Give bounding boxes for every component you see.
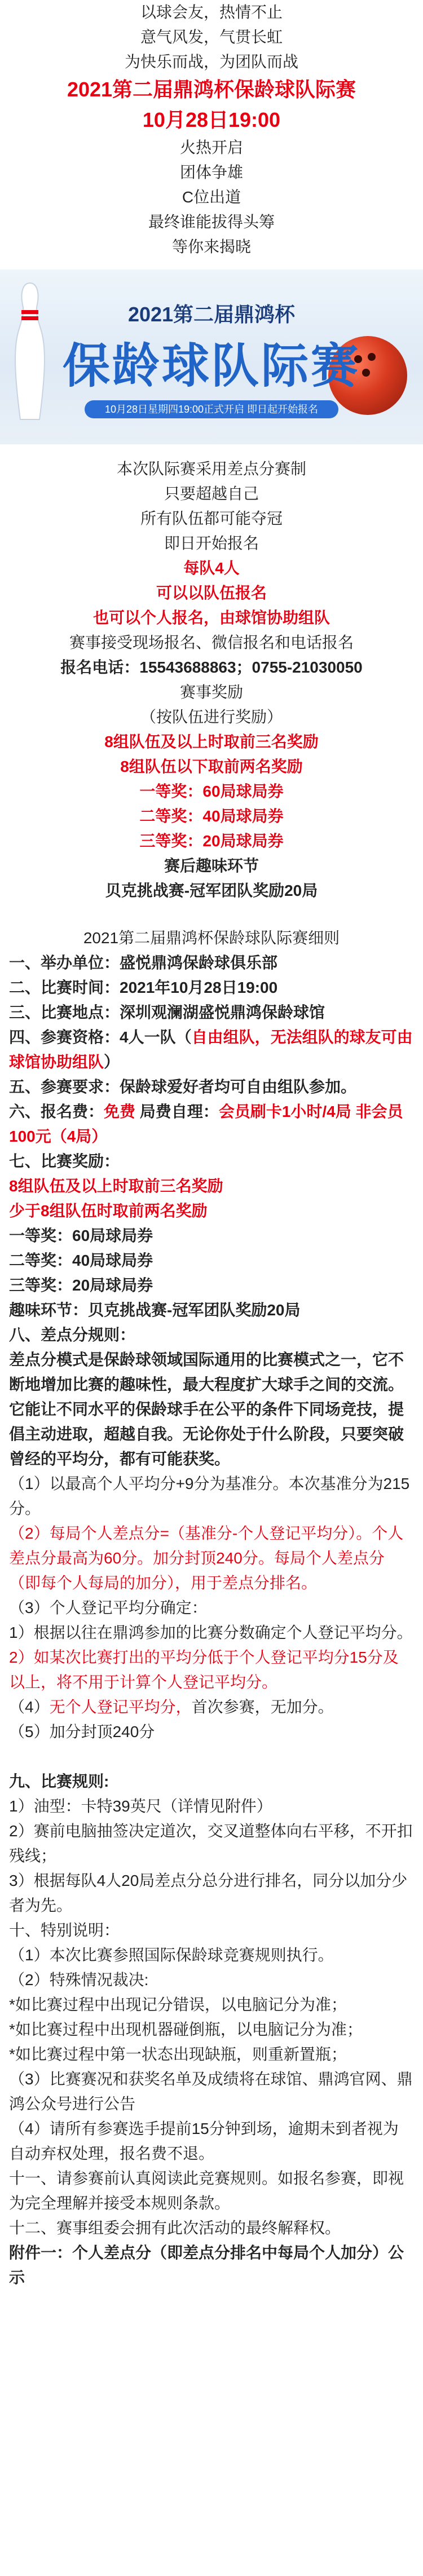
signup-line: 本次队际赛采用差点分赛制 [116,460,306,478]
intro-section [0,0,423,259]
signup-line: 即日开始报名 [164,534,259,552]
rule-special-item: （4）请所有参赛选手提前15分钟到场，逾期未到者视为自动弃权处理，报名费不退。 [9,2120,399,2162]
signup-red-line: 也可以个人报名，由球馆协助组队 [92,609,330,626]
rule-handicap-subitem: 2）如某次比赛打出的平均分低于个人登记平均分15分及以上，将不用于计算个人登记平均分。 [9,1649,399,1691]
signup-line: 赛事接受现场报名、微信报名和电话报名 [69,634,354,651]
intro-line: 以球会友，热情不止 [140,3,283,21]
fun-session-title: 赛后趣味环节 [164,857,259,874]
banner-main-title: 保龄球队际赛 [62,339,360,392]
intro-line: 团体争雄 [179,164,243,181]
event-title: 2021第二届鼎鸿杯保龄球队际赛 [67,78,356,101]
event-time: 10月28日19:00 [142,108,281,131]
signup-red-line: 可以以队伍报名 [156,584,267,602]
rule-prize: 二等奖：40局球局券 [9,1252,153,1269]
rule-reward-red: 8组队伍及以上时取前三名奖励 [9,1177,223,1195]
rule-special-subitem: *如比赛过程中出现机器碰倒瓶，以电脑记分为准； [9,2021,363,2038]
rule-requirement: 五、参赛要求：保龄球爱好者均可自由组队参加。 [9,1078,357,1095]
intro-line: 火热开启 [179,139,243,156]
reward-line: 8组队伍以下取前两名奖励 [120,758,303,775]
reward-note: （按队伍进行奖励） [140,708,283,726]
reward-line: 三等奖：20局球局券 [139,832,284,850]
event-banner [0,269,423,444]
rule-handicap-item: （1）以最高个人平均分+9分为基准分。本次基准分为215分。 [9,1475,410,1517]
banner-top: 2021第二届鼎鸿杯 [127,303,296,326]
phone-label: 报名电话： [60,659,140,676]
signup-section [0,457,423,903]
reward-line: 二等奖：40局球局券 [139,807,284,825]
rule-handicap-item: （3）个人登记平均分确定： [9,1599,208,1616]
rule-handicap-body: 差点分模式是保龄球领域国际通用的比赛模式之一，它不断地增加比赛的趣味性，最大程度扩大球手之间的交流。它能让不同水平的保龄球手在公平的条件下同场竞技，提倡主动进取，超越自我。无论你处于什么阶段，只要突破曾经的平均分，都有可能获奖。 [9,1351,404,1468]
intro-line: 等你来揭晓 [171,238,251,255]
banner-subtitle: 10月28日星期四19:00正式开启 即日起开始报名 [85,400,338,418]
rule-prize: 三等奖：20局球局券 [9,1276,153,1294]
fun-session-detail: 贝克挑战赛-冠军团队奖励20局 [105,882,318,899]
reward-line: 一等奖：60局球局券 [139,783,284,800]
rule-organizer: 一、举办单位：盛悦鼎鸿保龄球俱乐部 [9,954,278,971]
rule-handicap-item: （5）加分封顶240分 [9,1723,155,1740]
rule-eligibility: 四、参赛资格：4人一队（自由组队，无法组队的球友可由球馆协助组队） [9,1028,413,1071]
rule-fee: 六、报名费：免费 局费自理：会员刷卡1小时/4局 非会员100元（4局） [9,1103,403,1145]
rule-location: 三、比赛地点：深圳观澜湖盛悦鼎鸿保龄球馆 [9,1004,325,1021]
reward-title: 赛事奖励 [179,683,243,701]
rule-handicap-item: （2）每局个人差点分=（基准分-个人登记平均分）。个人差点分最高为60分。加分封顶240分。每局个人差点分（即每个人每局的加分），用于差点分排名。 [9,1525,404,1592]
rule-prize: 一等奖：60局球局券 [9,1227,153,1244]
intro-line: C位出道 [182,188,241,206]
intro-line: 意气风发，气贯长虹 [140,28,283,46]
attachment-title: 附件一：个人差点分（即差点分排名中每局个人加分）公示 [9,2244,404,2286]
rule-special-item: （2）特殊情况裁决: [9,1971,149,1989]
rule-special-subitem: *如比赛过程中出现记分错误，以电脑记分为准； [9,1996,347,2013]
rules-title: 2021第二届鼎鸿杯保龄球队际赛细则 [83,929,340,947]
rule-special-title: 十、特别说明： [9,1921,120,1939]
signup-line: 只要超越自己 [164,485,259,502]
rule-twelve: 十二、赛事组委会拥有此次活动的最终解释权。 [9,2219,341,2237]
rule-game-item: 1）油型：卡特39英尺（详情见附件） [9,1797,272,1815]
rule-game-item: 2）赛前电脑抽签决定道次，交叉道整体向右平移，不开扣残线； [9,1822,413,1864]
phone-numbers[interactable]: 15543688863；0755-21030050 [139,659,363,676]
phone-line [0,655,423,680]
intro-line: 最终谁能拔得头筹 [148,213,275,231]
rule-game-title: 九、比赛规则: [9,1773,109,1790]
rules-section [0,926,423,2290]
rule-handicap-title: 八、差点分规则： [9,1326,136,1344]
rule-handicap-item: （4）无个人登记平均分，首次参赛，无加分。 [9,1698,334,1716]
rule-special-item: （3）比赛赛况和获奖名单及成绩将在球馆、鼎鸿官网、鼎鸿公众号进行公告 [9,2070,413,2113]
signup-line: 所有队伍都可能夺冠 [140,510,283,527]
rule-reward-red: 少于8组队伍时取前两名奖励 [9,1202,208,1219]
rule-reward-title: 七、比赛奖励： [9,1152,120,1170]
spacer [0,1744,423,1769]
reward-line: 8组队伍及以上时取前三名奖励 [104,733,319,750]
intro-line: 为快乐而战，为团队而战 [124,53,298,70]
rule-time: 二、比赛时间：2021年10月28日19:00 [9,979,278,996]
signup-red-line: 每队4人 [183,559,240,577]
rule-handicap-subitem: 1）根据以往在鼎鸿参加的比赛分数确定个人登记平均分。 [9,1624,413,1641]
rule-fun: 趣味环节：贝克挑战赛-冠军团队奖励20局 [9,1301,301,1319]
rule-eleven: 十一、请参赛前认真阅读此竞赛规则。如报名参赛，即视为完全理解并接受本规则条款。 [9,2170,404,2212]
rule-special-item: （1）本次比赛参照国际保龄球竞赛规则执行。 [9,1946,334,1964]
rule-special-subitem: *如比赛过程中第一状态出现缺瓶，则重新置瓶； [9,2045,347,2063]
rule-game-item: 3）根据每队4人20局差点分总分进行排名，同分以加分少者为先。 [9,1872,408,1914]
